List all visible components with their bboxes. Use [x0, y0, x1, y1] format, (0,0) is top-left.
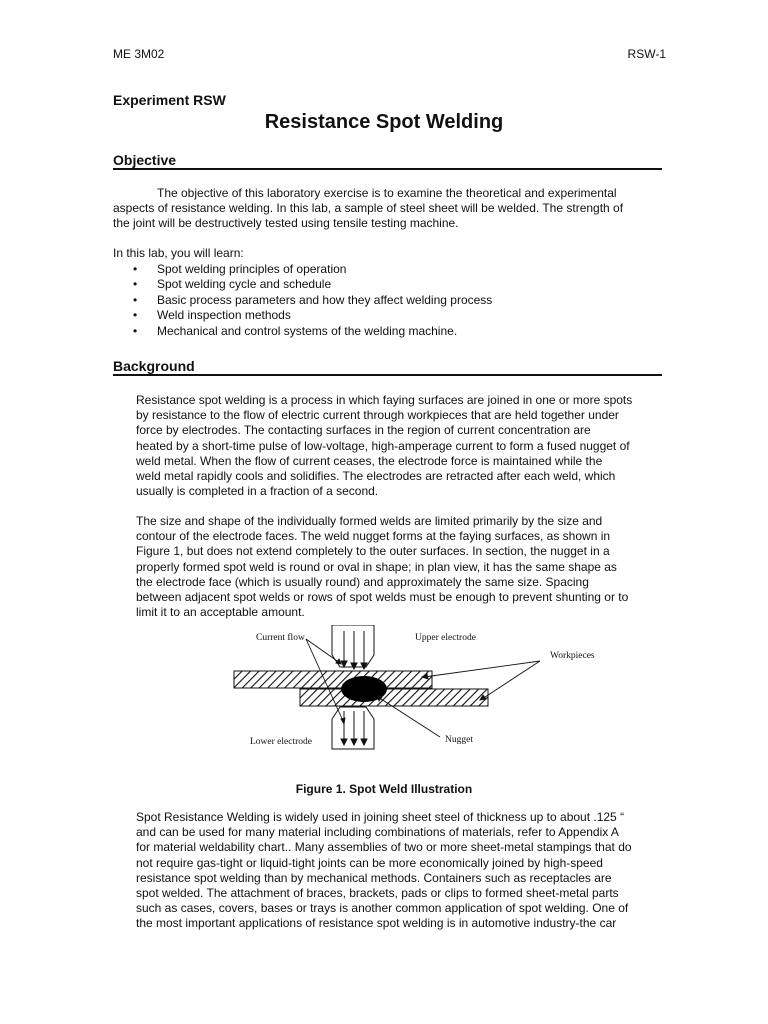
text-line: for material weldability chart.. Many assemblies of two or more sheet-metal stampings that do [136, 840, 632, 855]
header-page-code: RSW-1 [627, 47, 666, 61]
upper-workpiece [234, 671, 432, 688]
experiment-label: Experiment RSW [113, 92, 226, 108]
text-line: weld metal. When the flow of current ceases, the electrode force is maintained while the [136, 453, 603, 468]
list-item: • Basic process parameters and how they affect welding process [133, 293, 492, 308]
lower-workpiece [300, 689, 488, 706]
label-lower-electrode: Lower electrode [250, 737, 312, 747]
objective-heading-text: Objective [113, 152, 177, 168]
text-line: Spot Resistance Welding is widely used in joining sheet steel of thickness up to about .125 “ [136, 810, 625, 824]
label-current-flow: Current flow [256, 633, 305, 643]
figure-caption: Figure 1. Spot Weld Illustration [295, 782, 473, 796]
learn-intro: In this lab, you will learn: [113, 246, 244, 260]
list-item: • Spot welding cycle and schedule [133, 277, 492, 292]
text-line: limit it to an acceptable amount. [136, 605, 305, 620]
background-paragraph-2 [136, 514, 628, 620]
text-line: resistance spot welding than by mechanical methods. Containers such as receptacles are [136, 870, 612, 885]
background-paragraph-1 [136, 393, 632, 499]
text-line: Resistance spot welding is a process in which faying surfaces are joined in one or more spots [136, 393, 633, 407]
header-course-code: ME 3M02 [113, 47, 165, 61]
text-line: spot welded. The attachment of braces, brackets, pads or clips to formed sheet-metal parts [136, 886, 619, 901]
text-line: and can be used for many material including combinations of materials, refer to Appendix A [136, 825, 619, 840]
text-line: by resistance to the flow of electric current through workpieces that are held together under [136, 408, 619, 423]
background-heading [113, 358, 662, 376]
text-line: not require gas-tight or liquid-tight joints can be more economically joined by high-speed [136, 855, 603, 870]
objective-paragraph [113, 186, 623, 232]
background-paragraph-3 [136, 810, 632, 932]
page-title: Resistance Spot Welding [264, 111, 504, 133]
list-item: • Mechanical and control systems of the welding machine. [133, 324, 492, 339]
text-line: weld metal rapidly cools and solidifies. The electrodes are retracted after each weld, which [136, 469, 616, 484]
label-upper-electrode: Upper electrode [415, 633, 476, 643]
text-line: Figure 1, but does not extend completely to the outer surfaces. In section, the nugget in a [136, 544, 610, 559]
objective-heading [113, 152, 662, 170]
text-line: contour of the electrode faces. The weld nugget forms at the faying surfaces, as shown in [136, 529, 611, 544]
text-line: between adjacent spot welds or rows of spot welds must be enough to prevent shunting or to [136, 590, 629, 605]
spot-weld-diagram [228, 625, 608, 755]
background-heading-text: Background [113, 358, 195, 374]
text-line: the most important applications of resistance spot welding is in automotive industry-the car [136, 916, 617, 931]
text-line: the electrode face (which is usually round) and approximately the same size. Spacing [136, 574, 589, 589]
list-item: • Spot welding principles of operation [133, 262, 492, 277]
objective-line-2: aspects of resistance welding. In this lab, a sample of steel sheet will be welded. The strength of [113, 201, 624, 216]
text-line: The size and shape of the individually formed welds are limited primarily by the size and [136, 514, 603, 528]
text-line: usually is completed in a fraction of a second. [136, 484, 379, 499]
learning-list [133, 262, 492, 339]
objective-line-3: the joint will be destructively tested using tensile testing machine. [113, 216, 459, 231]
text-line: heated by a short-time pulse of low-voltage, high-amperage current to form a fused nugget of [136, 438, 630, 453]
list-item: • Weld inspection methods [133, 308, 492, 323]
label-nugget: Nugget [445, 735, 473, 745]
label-workpieces: Workpieces [550, 651, 595, 661]
text-line: such as cases, covers, bases or trays is another common application of spot welding. One of [136, 901, 629, 916]
text-line: force by electrodes. The contacting surfaces in the region of current concentration are [136, 423, 591, 438]
objective-line-1: The objective of this laboratory exercise is to examine the theoretical and experimental [157, 186, 617, 200]
text-line: properly formed spot weld is round or oval in shape; in plan view, it has the same shape as [136, 559, 617, 574]
